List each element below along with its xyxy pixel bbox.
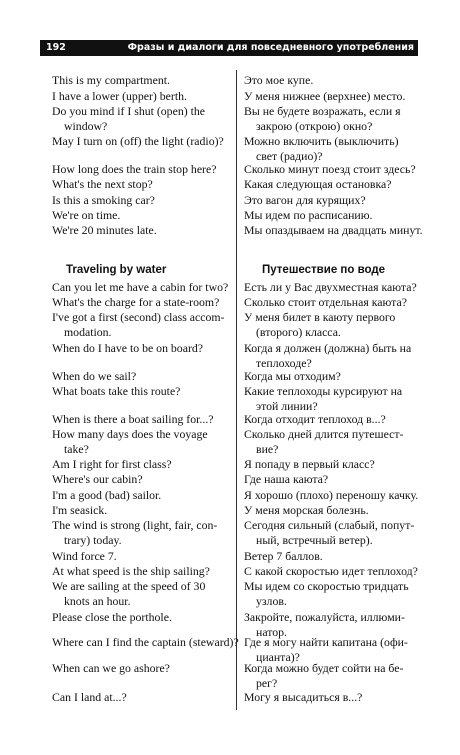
- phrase-en: When is there a boat sailing for...?: [52, 412, 214, 426]
- phrase-ru: Я попаду в первый класс?: [244, 457, 375, 471]
- phrase-en: Wind force 7.: [52, 549, 117, 563]
- phrase-en: I've got a first (second) class accom-: [52, 310, 225, 324]
- phrase-en: May I turn on (off) the light (radio)?: [52, 134, 224, 148]
- phrase-ru: С какой скоростью идет теплоход?: [244, 564, 418, 578]
- phrase-ru: Когда отходит теплоход в...?: [244, 412, 386, 426]
- page-number: 192: [46, 42, 66, 53]
- phrase-ru: Мы опаздываем на двадцать минут.: [244, 223, 423, 237]
- phrase-en: This is my compartment.: [52, 73, 170, 87]
- column-divider: [236, 70, 237, 710]
- phrase-ru: Могу я высадиться в...?: [244, 690, 363, 704]
- phrase-ru: вие?: [256, 442, 279, 456]
- phrase-en: Can I land at...?: [52, 690, 127, 704]
- phrase-ru: Когда можно будет сойти на бе-: [244, 661, 404, 675]
- phrase-en: What's the charge for a state-room?: [52, 295, 220, 309]
- phrase-en: We're 20 minutes late.: [52, 223, 157, 237]
- phrase-ru: (второго) класса.: [256, 325, 341, 339]
- phrase-en: Do you mind if I shut (open) the: [52, 104, 206, 118]
- phrase-ru: закрою (открою) окно?: [256, 119, 373, 133]
- phrase-en: What boats take this route?: [52, 384, 181, 398]
- phrase-ru: Вы не будете возражать, если я: [244, 104, 401, 118]
- phrase-ru: Сколько дней длится путешест-: [244, 427, 404, 441]
- phrase-en: The wind is strong (light, fair, con-: [52, 518, 218, 532]
- phrase-ru: Можно включить (выключить): [244, 134, 399, 148]
- phrase-en: I'm a good (bad) sailor.: [52, 488, 162, 502]
- phrase-en: Am I right for first class?: [52, 457, 172, 471]
- phrase-ru: Есть ли у Вас двухместная каюта?: [244, 280, 417, 294]
- phrase-ru: Я хорошо (плохо) переношу качку.: [244, 488, 419, 502]
- phrase-en: How long does the train stop here?: [52, 162, 217, 176]
- phrase-en: We are sailing at the speed of 30: [52, 579, 206, 593]
- phrase-ru: этой линии?: [256, 399, 318, 413]
- phrase-ru: Когда мы отходим?: [244, 369, 341, 383]
- phrase-ru: Какие теплоходы курсируют на: [244, 384, 403, 398]
- phrase-en: When do I have to be on board?: [52, 341, 204, 355]
- phrase-ru: теплоходе?: [256, 356, 312, 370]
- phrase-ru: Это мое купе.: [244, 73, 314, 87]
- phrase-ru: узлов.: [256, 594, 287, 608]
- phrase-en: Where's our cabin?: [52, 472, 143, 486]
- phrase-en: Can you let me have a cabin for two?: [52, 280, 229, 294]
- phrase-ru: Где наша каюта?: [244, 472, 329, 486]
- phrase-ru: Сколько стоит отдельная каюта?: [244, 295, 407, 309]
- phrase-ru: У меня билет в каюту первого: [244, 310, 396, 324]
- phrase-ru: рег?: [256, 676, 278, 690]
- phrase-ru: У меня морская болезнь.: [244, 503, 369, 517]
- phrase-ru: свет (радио)?: [256, 149, 323, 163]
- phrase-ru: Сегодня сильный (слабый, попут-: [244, 518, 415, 532]
- phrase-en: take?: [64, 442, 89, 456]
- phrase-ru: Это вагон для курящих?: [244, 193, 366, 207]
- phrase-ru: Сколько минут поезд стоит здесь?: [244, 162, 416, 176]
- phrase-en: Please close the porthole.: [52, 610, 172, 624]
- phrase-ru: Мы идем по расписанию.: [244, 208, 373, 222]
- phrase-ru: Какая следующая остановка?: [244, 177, 392, 191]
- phrase-en: I have a lower (upper) berth.: [52, 89, 187, 103]
- phrase-ru: натор.: [256, 625, 287, 639]
- phrase-en: I'm seasick.: [52, 503, 108, 517]
- phrase-en: window?: [64, 119, 108, 133]
- phrase-en: trary) today.: [64, 533, 122, 547]
- running-title: Фразы и диалоги для повседневного употребления: [127, 42, 414, 53]
- phrase-ru: ный, встречный ветер).: [256, 533, 373, 547]
- phrase-ru: цианта)?: [256, 650, 300, 664]
- phrase-en: modation.: [64, 325, 112, 339]
- phrase-en: Where can I find the captain (steward)?: [52, 635, 239, 649]
- phrase-en: We're on time.: [52, 208, 121, 222]
- phrase-ru: У меня нижнее (верхнее) место.: [244, 89, 406, 103]
- phrase-ru: Закройте, пожалуйста, иллюми-: [244, 610, 405, 624]
- phrase-ru: Ветер 7 баллов.: [244, 549, 323, 563]
- phrase-ru: Где я могу найти капитана (офи-: [244, 635, 408, 649]
- phrase-en: How many days does the voyage: [52, 427, 208, 441]
- phrase-ru: Когда я должен (должна) быть на: [244, 341, 412, 355]
- phrase-en: When do we sail?: [52, 369, 137, 383]
- section-heading-en: Traveling by water: [66, 264, 167, 276]
- phrase-en: Is this a smoking car?: [52, 193, 155, 207]
- page-header: [40, 40, 418, 56]
- phrase-en: At what speed is the ship sailing?: [52, 564, 210, 578]
- phrase-en: When can we go ashore?: [52, 661, 170, 675]
- phrase-en: What's the next stop?: [52, 177, 153, 191]
- section-heading-ru: Путешествие по воде: [262, 264, 386, 276]
- phrase-ru: Мы идем со скоростью тридцать: [244, 579, 409, 593]
- phrase-en: knots an hour.: [64, 594, 131, 608]
